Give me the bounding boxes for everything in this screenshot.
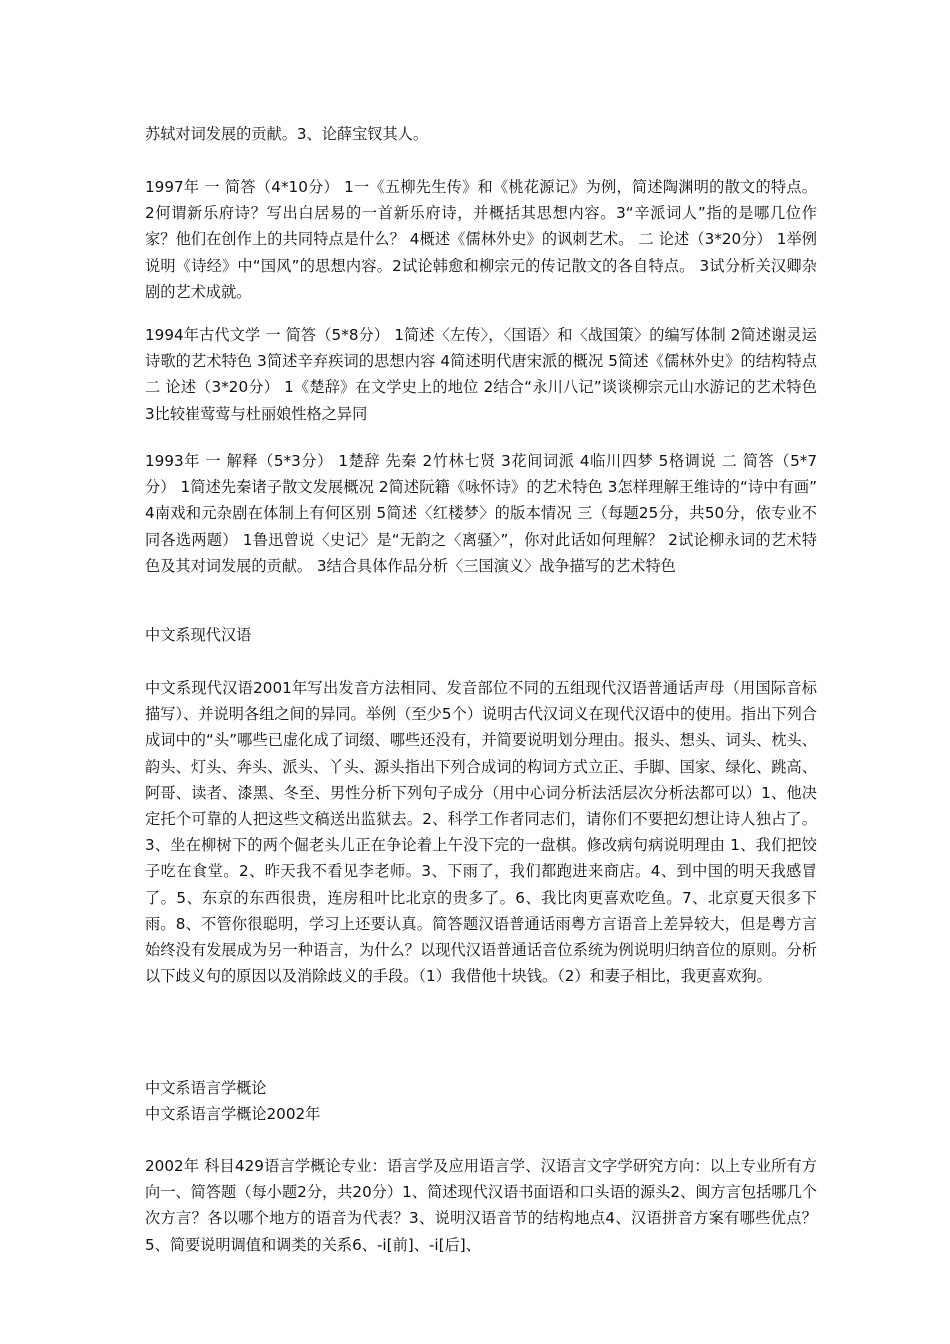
paragraph-1994-exam: 1994年古代文学 一 简答（5*8分） 1简述〈左传〉，〈国语〉和〈战国策〉的编写体制 2简述谢灵运诗歌的艺术特色 3简述辛弃疾词的思想内容 4简述明代唐宋派的概况 5简述《儒林外史》的结构特点 二 论述（3*20分） 1《楚辞》在文学史上的地位 2结合“永川八记”谈谈柳宗元山水游记的艺术特色 3比较崔莺莺与杜丽娘性格之异同 <box>145 326 817 423</box>
heading-linguistics-2002: 中文系语言学概论2002年 <box>145 1105 321 1123</box>
paragraph-2002-exam: 2002年 科目429语言学概论专业：语言学及应用语言学、汉语言文字学研究方向：以上专业所有方向一、简答题（每小题2分，共20分）1、简述现代汉语书面语和口头语的源头2、闽方言包括哪几个次方言？各以哪个地方的语音为代表？3、说明汉语音节的结构地点4、汉语拼音方案有哪些优点？5、简要说明调值和调类的关系6、-i[前]、-i[后]、 <box>145 1157 817 1254</box>
paragraph-intro: 苏轼对词发展的贡献。3、论薛宝钗其人。 <box>145 125 429 143</box>
heading-modern-chinese: 中文系现代汉语 <box>145 626 252 644</box>
paragraph-modern-chinese-2001: 中文系现代汉语2001年写出发音方法相同、发音部位不同的五组现代汉语普通话声母（用国际音标描写）、并说明各组之间的异同。举例（至少5个）说明古代汉词义在现代汉语中的使用。指出下列合成词中的“头”哪些已虚化成了词缀、哪些还没有，并简要说明划分理由。报头、想头、词头、枕头、韵头、灯头、奔头、派头、丫头、源头指出下列合成词的构词方式立正、手脚、国家、绿化、跳高、阿哥、读者、漆黑、冬至、男性分析下列句子成分（用中心词分析法活层次分析法都可以）1、他决定托个可靠的人把这些文稿送出监狱去。2、科学工作者同志们，请你们不要把幻想让诗人独占了。3、坐在柳树下的两个倔老头儿正在争论着上午没下完的一盘棋。修改病句病说明理由 1、我们把饺子吃在食堂。2、昨天我不看见李老师。3、下雨了，我们都跑进来商店。4、到中国的明天我感冒了。5、东京的东西很贵，连房租叶比北京的贵多了。6、我比肉更喜欢吃鱼。7、北京夏天很多下雨。8、不管你很聪明，学习上还要认真。简答题汉语普通话雨粤方言语音上差异较大，但是粤方言始终没有发展成为另一种语言，为什么？以现代汉语普通话音位系统为例说明归纳音位的原则。分析以下歧义句的原因以及消除歧义的手段。（1）我借他十块钱。（2）和妻子相比，我更喜欢狗。 <box>145 679 817 986</box>
paragraph-1997-exam: 1997年 一 简答（4*10分） 1一《五柳先生传》和《桃花源记》为例，简述陶渊明的散文的特点。 2何谓新乐府诗？写出白居易的一首新乐府诗，并概括其思想内容。3“辛派词人”指的是哪几位作家？他们在创作上的共同特点是什么？ 4概述《儒林外史》的讽刺艺术。 二 论述（3*20分） 1举例说明《诗经》中“国风”的思想内容。2试论韩愈和柳宗元的传记散文的各自特点。 3试分析关汉卿杂剧的艺术成就。 <box>145 178 817 301</box>
paragraph-1993-exam: 1993年 一 解释（5*3分） 1楚辞 先秦 2竹林七贤 3花间词派 4临川四梦 5格调说 二 简答（5*7分） 1简述先秦诸子散文发展概况 2简述阮籍《咏怀诗》的艺术特色 3怎样理解王维诗的“诗中有画” 4南戏和元杂剧在体制上有何区别 5简述〈红楼梦〉的版本情况 三（每题25分，共50分，依专业不同各选两题） 1鲁迅曾说〈史记〉是“无韵之〈离骚〉”，你对此话如何理解？ 2试论柳永词的艺术特色及其对词发展的贡献。 3结合具体作品分析〈三国演义〉战争描写的艺术特色 <box>145 452 817 575</box>
heading-linguistics: 中文系语言学概论 <box>145 1079 267 1097</box>
